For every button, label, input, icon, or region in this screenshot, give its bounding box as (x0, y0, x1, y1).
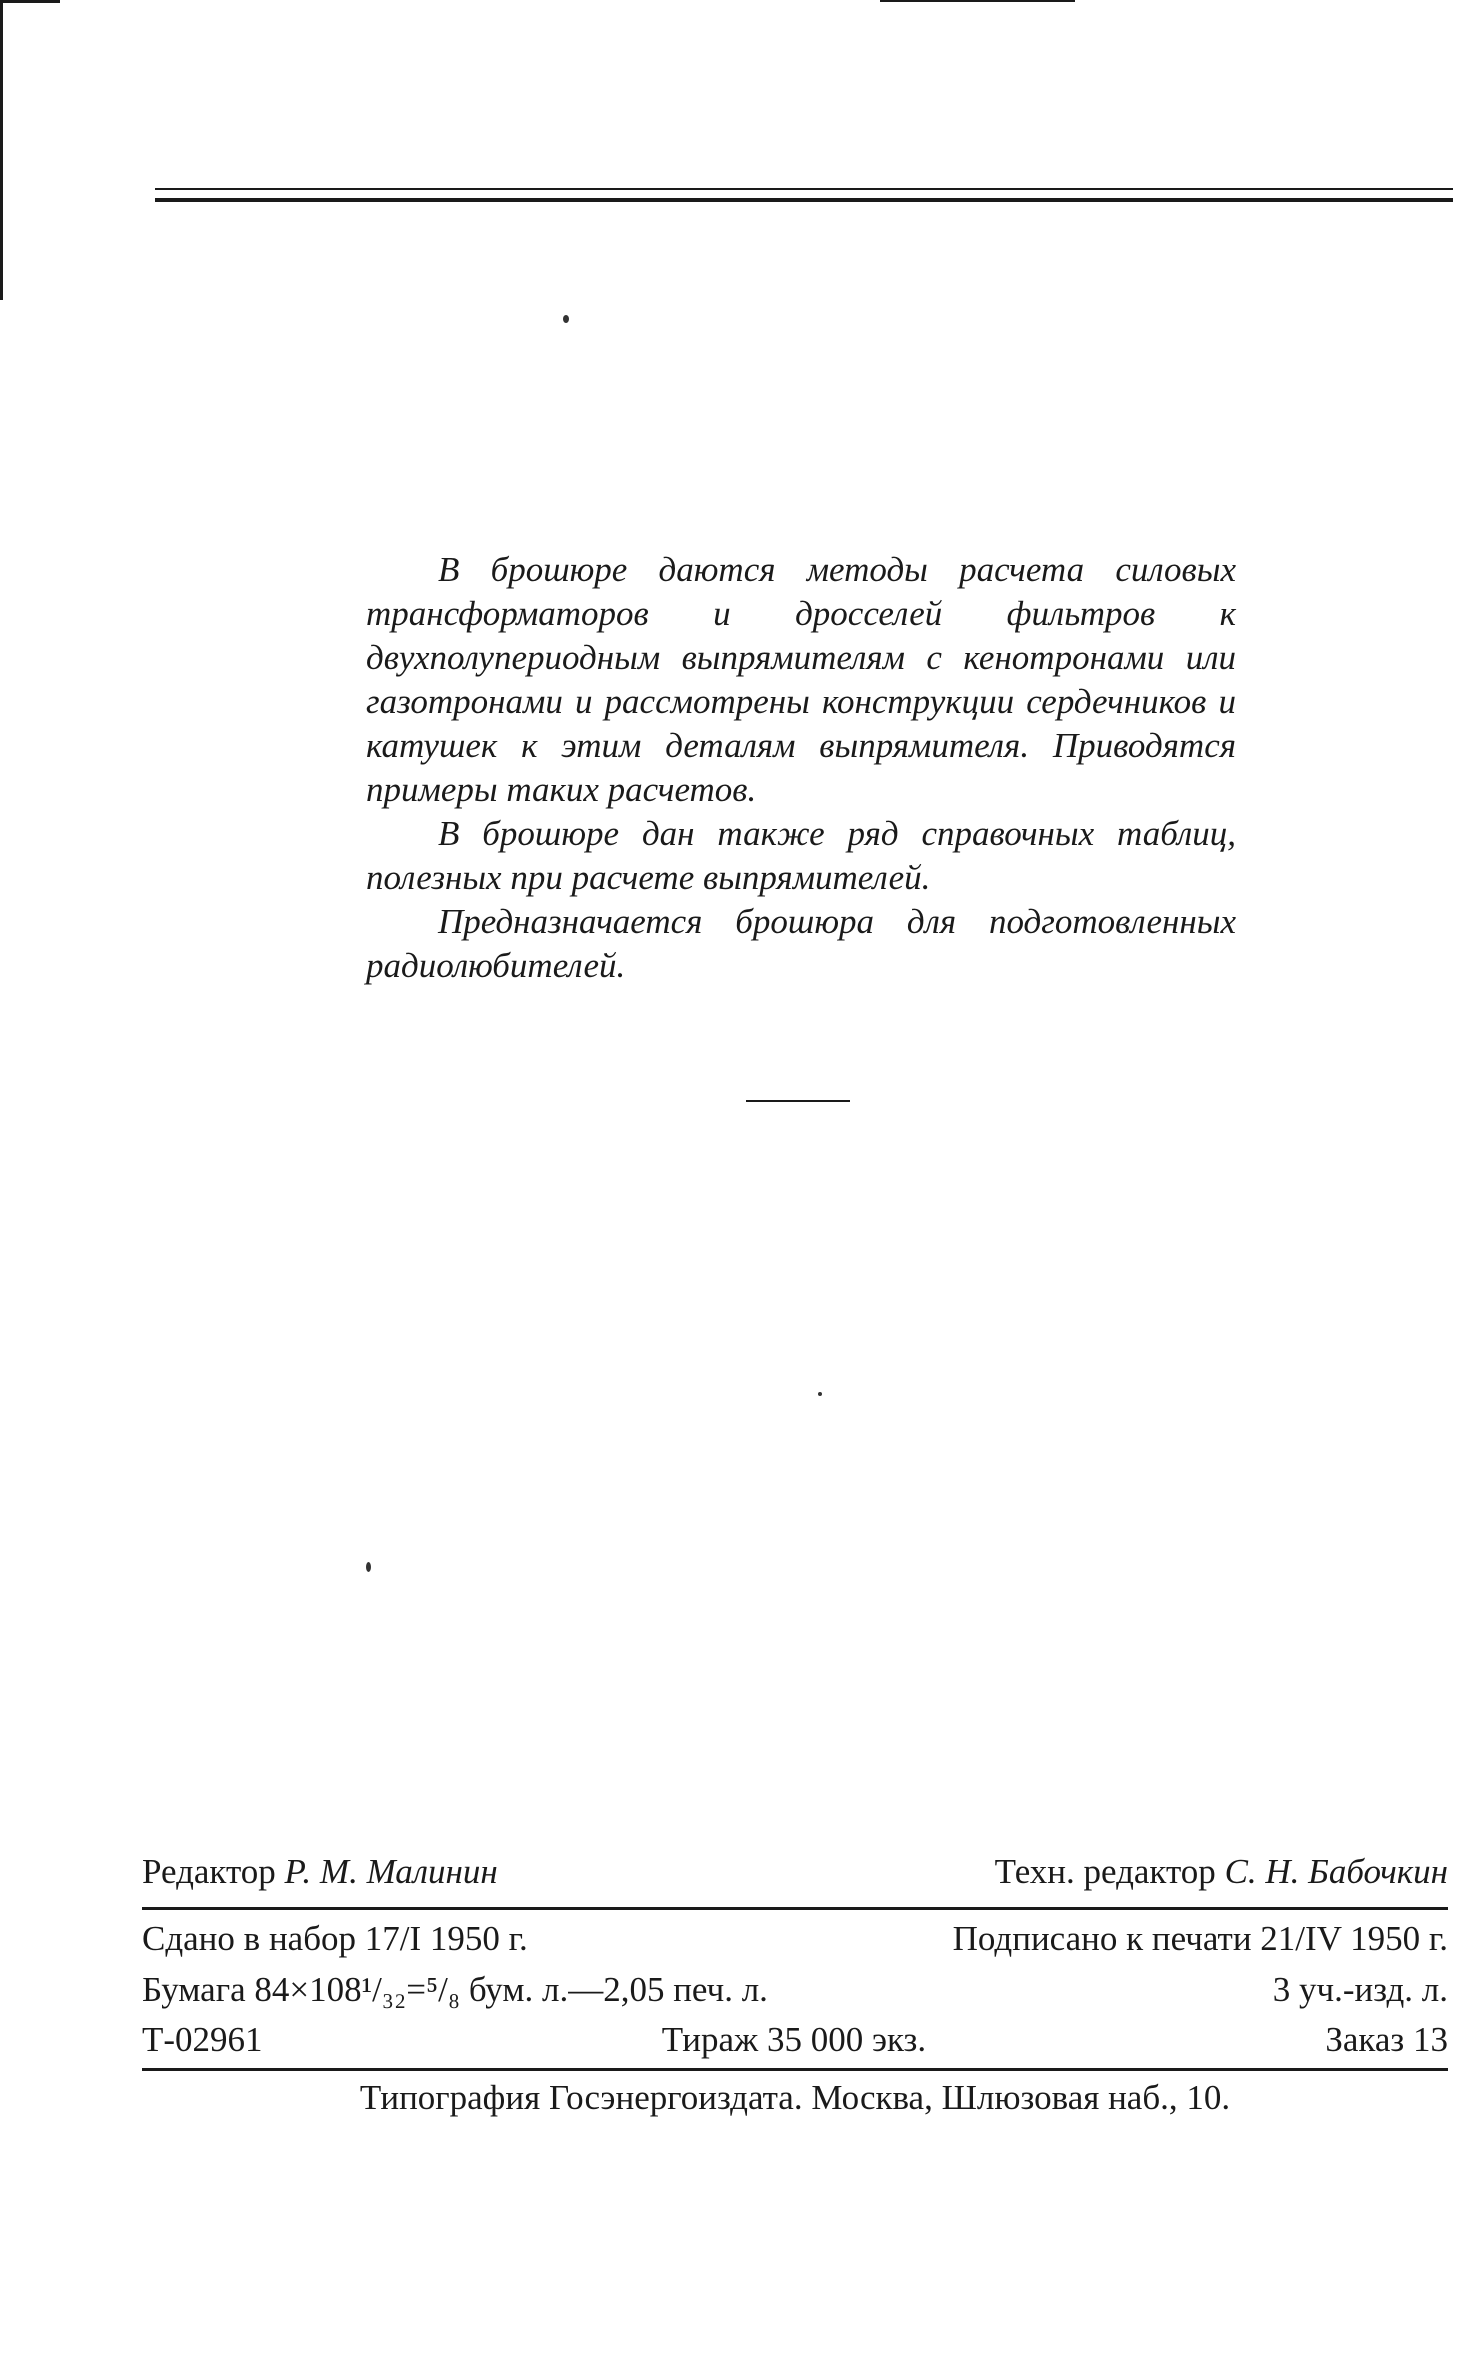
speck (366, 1562, 371, 1572)
imprint-rule-top (142, 1907, 1448, 1910)
tech-editor: Техн. редактор С. Н. Бабочкин (994, 1852, 1448, 1891)
top-rule-thin (155, 188, 1453, 190)
speck (563, 315, 569, 323)
printer-line: Типография Госэнергоиздата. Москва, Шлюзовая наб., 10. (359, 2078, 1231, 2117)
imprint-paper (142, 1970, 1448, 2010)
paper-format: Бумага 84×108¹/₃₂=⁵/₈ бум. л.—2,05 печ. л. (142, 1970, 768, 2009)
abstract-paragraph: В брошюре дан также ряд справочных таблиц, полезных при расчете выпрямителей. (366, 814, 1236, 897)
abstract (366, 548, 1236, 988)
imprint-codes (142, 2020, 1448, 2060)
speck (818, 1392, 822, 1396)
imprint-rule-bottom (142, 2068, 1448, 2071)
abstract-paragraph: Предназначается брошюра для подготовленных радиолюбителей. (366, 902, 1236, 985)
tech-editor-name: С. Н. Бабочкин (1224, 1852, 1448, 1891)
imprint-editors (142, 1852, 1448, 1892)
imprint-dates (142, 1919, 1448, 1959)
editor: Редактор Р. М. Малинин (142, 1852, 498, 1891)
signed-date: Подписано к печати 21/IV 1950 г. (952, 1919, 1448, 1958)
order-number: Заказ 13 (1325, 2020, 1448, 2059)
page-top-fragment (880, 0, 1075, 2)
page-top-edge (0, 0, 60, 3)
separator-dash (746, 1100, 850, 1102)
typeset-date: Сдано в набор 17/I 1950 г. (142, 1919, 528, 1958)
circulation: Тираж 35 000 экз. (661, 2020, 927, 2059)
editor-name: Р. М. Малинин (284, 1852, 498, 1891)
license-code: Т-02961 (142, 2020, 263, 2059)
publisher-sheets: 3 уч.-изд. л. (1272, 1970, 1448, 2009)
abstract-paragraph: В брошюре даются методы расчета силовых трансформаторов и дросселей фильтров к двухполупериодным выпрямителям с кенотронами или газотронами и рассмотрены конструкции сердечников и катушек к этим деталям выпрямителя. Приводятся примеры таких расчетов. (366, 550, 1236, 809)
page-edge-line (0, 0, 3, 300)
top-rule-thick (155, 198, 1453, 202)
